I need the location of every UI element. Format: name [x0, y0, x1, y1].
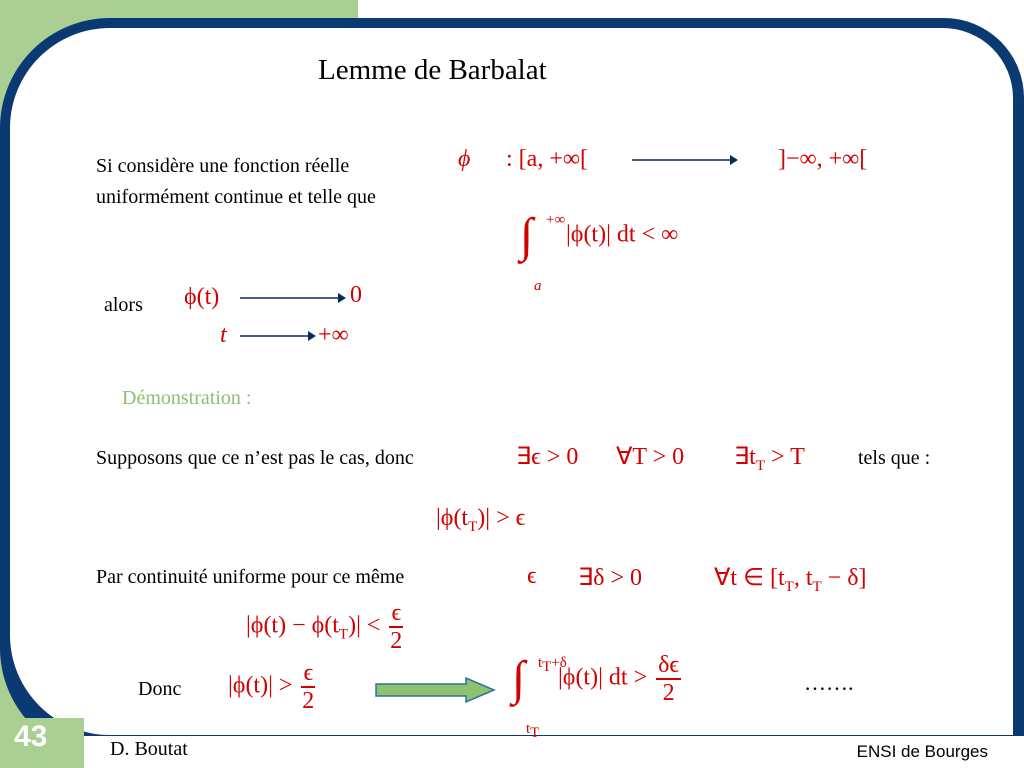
math-abs-phi-bound: |ϕ(t)| > $\frac{\epsilon}{2}$: [228, 660, 315, 714]
math-exists-eps: ∃ϵ > 0: [516, 444, 579, 470]
limit-arrow-2: [238, 328, 318, 344]
continuity-text: Par continuité uniforme pour ce même: [96, 566, 405, 588]
math-forall-T: ∀T > 0: [616, 444, 685, 470]
math-plus-inf: +∞: [318, 322, 349, 348]
alors-label: alors: [104, 294, 143, 316]
demo-heading: Démonstration :: [122, 387, 252, 409]
integral-body: |ϕ(t)| dt < ∞: [566, 221, 679, 248]
math-t: t: [220, 322, 227, 348]
math-phi: ϕ: [458, 146, 471, 172]
math-phi-t: ϕ(t): [184, 284, 220, 310]
mapping-arrow: [630, 152, 740, 168]
math-codomain: ]−∞, +∞[: [778, 146, 868, 172]
intro-line-1: Si considère une fonction réelle: [96, 155, 350, 177]
school-name: ENSI de Bourges: [856, 742, 988, 761]
intro-line-2: uniformément continue et telle que: [96, 186, 376, 208]
math-domain: : [a, +∞[: [506, 146, 588, 172]
limit-arrow-1: [238, 290, 348, 306]
math-integral-bound: ∫ $t_T+\delta$ $t_T$ |ϕ(t)| dt > $\frac{\delta\epsilon}{2}$: [512, 652, 680, 741]
author: D. Boutat: [110, 738, 188, 760]
math-forall-t: ∀t ∈ [$t_T$, $t_T - \delta$]: [714, 565, 867, 595]
suppose-text: Supposons que ce n’est pas le cas, donc: [96, 447, 414, 469]
donc-label: Donc: [138, 678, 182, 700]
math-epsilon: ϵ: [527, 563, 537, 589]
math-exists-delta: ∃δ > 0: [578, 565, 643, 591]
math-uniform-diff: $|\phi(t) - \phi(t_T)|$ < $\frac{\epsilon}{2}$: [246, 600, 403, 654]
tels-que: tels que :: [858, 447, 931, 469]
slide-title: Lemme de Barbalat: [318, 54, 547, 86]
integral-condition: ∫ +∞ a |ϕ(t)| dt < ∞: [520, 212, 678, 260]
ellipsis: …….: [804, 670, 854, 695]
math-zero: 0: [350, 282, 362, 308]
integral-upper: +∞: [546, 212, 566, 228]
slide-number: 43: [14, 720, 48, 753]
integral-lower: a: [534, 278, 542, 294]
math-ineq-tT: $|\phi(t_T)| > \epsilon$: [436, 505, 526, 535]
math-exists-tT: $\exists t_T > T$: [734, 444, 805, 474]
implication-arrow: [374, 676, 498, 704]
